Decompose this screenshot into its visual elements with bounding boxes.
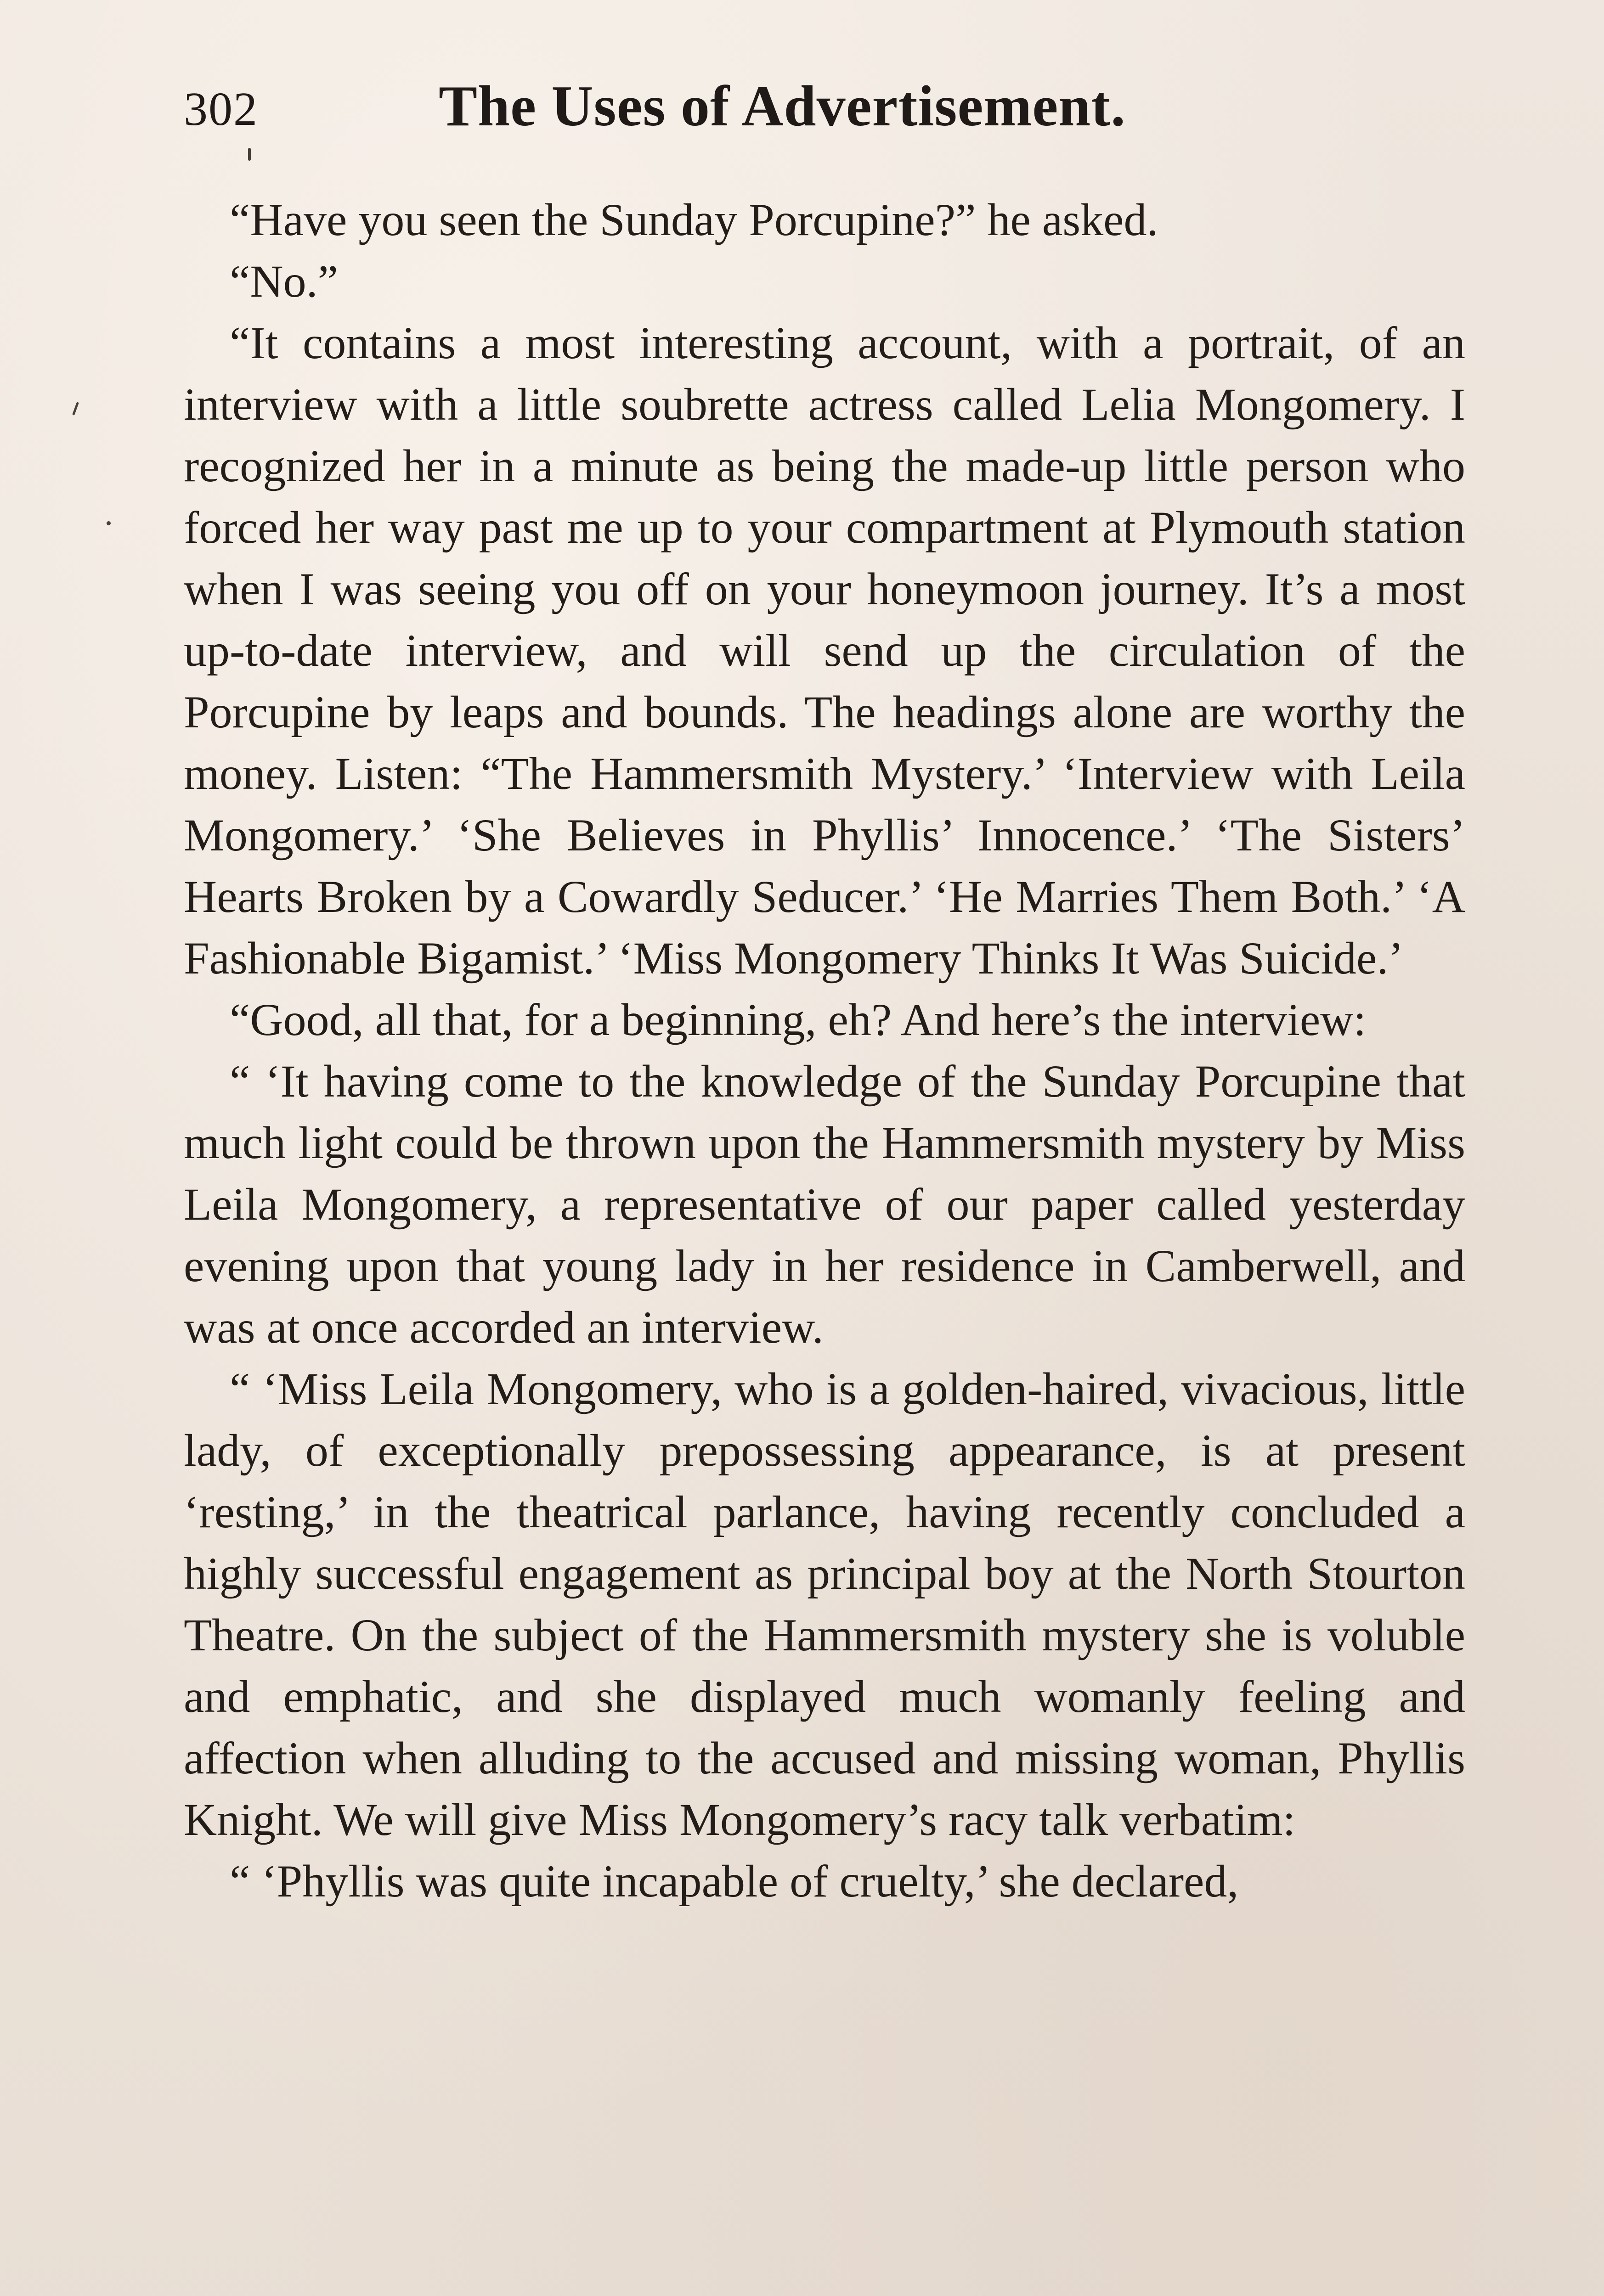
print-speck xyxy=(107,521,111,525)
paragraph: “ ‘It having come to the knowledge of the Sunday Porcupine that much light could be thrown upon the Hammersmith mystery by Miss Leila Mongomery, a representative of our paper called yesterday evening upon that young lady in her residence in Camberwell, and was at once accorded an interview. xyxy=(184,1056,1465,1353)
paragraph: “Good, all that, for a beginning, eh? And here’s the interview: xyxy=(230,994,1367,1045)
paragraph: “It contains a most interesting account, with a portrait, of an interview with a little soubrette actress called Lelia Mongomery. I recognized her in a minute as being the made-up little person who forced her way past me up to your compartment at Plymouth station when I was seeing you off on your honeymoon journey. It’s a most up-to-date interview, and will send up the circulation of the Porcupine by leaps and bounds. The headings alone are worthy the money. Listen: “The Hammersmith Mystery.’ ‘Interview with Leila Mongomery.’ ‘She Believes in Phyllis’ Innocence.’ ‘The Sisters’ Hearts Broken by a Cowardly Seducer.’ ‘He Marries Them Both.’ ‘A Fashionable Bigamist.’ ‘Miss Mongomery Thinks It Was Suicide.’ xyxy=(184,317,1465,984)
page-header xyxy=(184,73,1470,152)
page-number: 302 xyxy=(184,83,258,135)
paragraph: “ ‘Miss Leila Mongomery, who is a golden-haired, vivacious, little lady, of exceptionally prepossessing appearance, is at present ‘resting,’ in the theatrical parlance, having recently concluded a highly successful engagement as principal boy at the North Stourton Theatre. On the subject of the Hammersmith mystery she is voluble and emphatic, and she displayed much womanly feeling and affection when alluding to the accused and missing woman, Phyllis Knight. We will give Miss Mongomery’s racy talk verbatim: xyxy=(184,1363,1465,1845)
running-title: The Uses of Advertisement. xyxy=(439,74,1126,138)
paragraph: “ ‘Phyllis was quite incapable of cruelty,’ she declared, xyxy=(230,1856,1239,1907)
paragraph: “No.” xyxy=(230,256,338,307)
print-speck xyxy=(72,402,79,416)
print-speck xyxy=(248,148,251,161)
body-text xyxy=(184,189,1465,1912)
paragraph: “Have you seen the Sunday Porcupine?” he asked. xyxy=(230,194,1158,245)
